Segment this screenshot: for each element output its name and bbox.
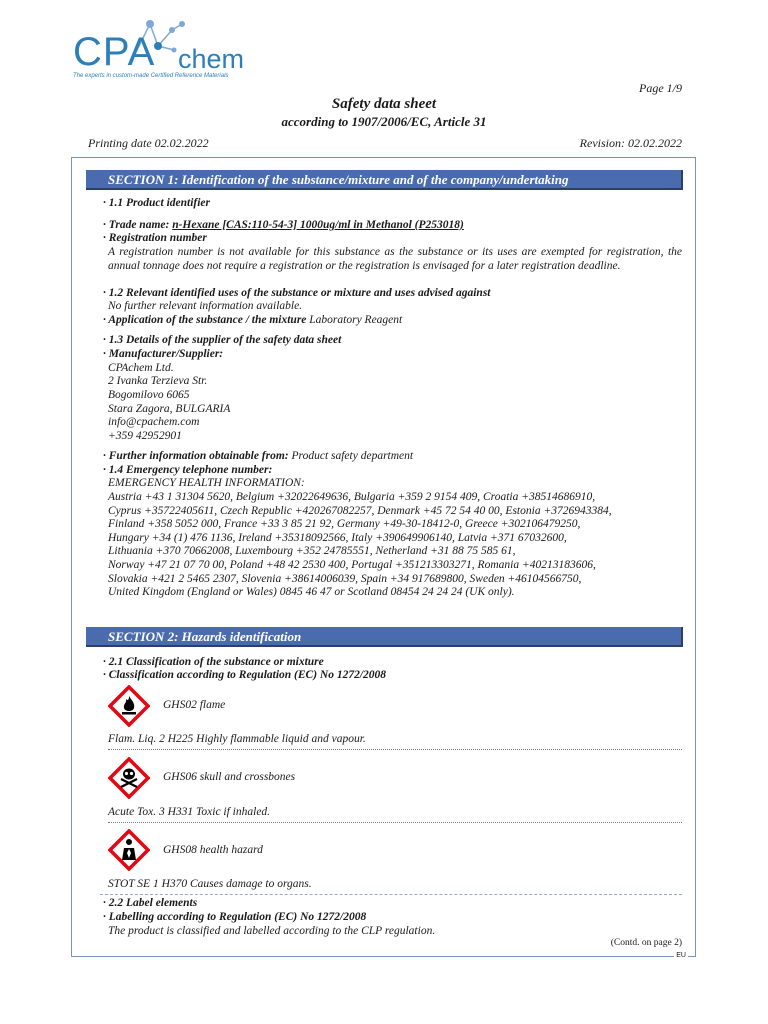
emergency-line: Lithuania +370 70662008, Luxembourg +352 24785551, Netherland +31 88 75 585 61, xyxy=(108,545,516,557)
address-line: CPAchem Ltd. xyxy=(108,362,174,374)
emergency-line: EMERGENCY HEALTH INFORMATION: xyxy=(108,477,305,489)
emergency-line: Slovakia +421 2 5465 2307, Slovenia +38614006039, Spain +34 917689800, Sweden +46104566750, xyxy=(108,573,582,585)
logo-text-cpa: CPA xyxy=(73,30,156,74)
registration-number-label: · Registration number xyxy=(103,232,207,244)
logo-tagline: The experts in custom-made Certified Reference Materials xyxy=(73,73,229,79)
revision-date: Revision: 02.02.2022 xyxy=(579,136,682,150)
manufacturer-label: · Manufacturer/Supplier: xyxy=(103,348,224,360)
trade-name-label: · Trade name: xyxy=(103,219,173,231)
hazard-statement-health: STOT SE 1 H370 Causes damage to organs. xyxy=(108,878,312,890)
section-1-header: SECTION 1: Identification of the substance/mixture and of the company/undertaking xyxy=(86,170,683,190)
application-value: Laboratory Reagent xyxy=(306,314,403,326)
address-line: Bogomilovo 6065 xyxy=(108,389,190,401)
further-info-row xyxy=(103,450,413,464)
email-link[interactable]: info@cpachem.com xyxy=(108,416,200,428)
printing-date: Printing date 02.02.2022 xyxy=(88,136,209,150)
labelling-text: The product is classified and labelled according to the CLP regulation. xyxy=(108,925,436,937)
hazard-label-flame: GHS02 flame xyxy=(163,699,226,711)
relevant-uses-text: No further relevant information available. xyxy=(108,300,303,312)
logo-text-chem: chem xyxy=(178,44,245,74)
emergency-line: Cyprus +35722405611, Czech Republic +420267082257, Denmark +45 72 54 40 00, Estonia +3726943384, xyxy=(108,505,612,517)
document-title: Safety data sheet xyxy=(331,96,437,112)
emergency-label: · 1.4 Emergency telephone number: xyxy=(103,464,273,476)
trade-name-row xyxy=(103,219,464,233)
hazard-statement-flame: Flam. Liq. 2 H225 Highly flammable liquid and vapour. xyxy=(108,733,366,745)
health-hazard-pictogram-icon xyxy=(108,829,150,871)
regulation-label: · Classification according to Regulation (EC) No 1272/2008 xyxy=(103,669,387,681)
address-line: 2 Ivanka Terzieva Str. xyxy=(108,375,208,387)
emergency-line: Finland +358 5052 000, France +33 3 85 21 92, Germany +49-30-18412-0, Greece +302106479250, xyxy=(108,518,581,530)
dotted-divider xyxy=(108,749,682,750)
labelling-regulation-label: · Labelling according to Regulation (EC) No 1272/2008 xyxy=(103,911,367,923)
page-number: Page 1/9 xyxy=(639,81,682,95)
section-2-header: SECTION 2: Hazards identification xyxy=(86,627,683,647)
relevant-uses-label: · 1.2 Relevant identified uses of the substance or mixture and uses advised against xyxy=(103,287,491,299)
application-row xyxy=(103,314,402,328)
supplier-details-label: · 1.3 Details of the supplier of the safety data sheet xyxy=(103,334,342,346)
phone-number: +359 42952901 xyxy=(108,430,182,442)
document-subtitle: according to 1907/2006/EC, Article 31 xyxy=(281,114,487,129)
emergency-line: Norway +47 21 07 70 00, Poland +48 42 2530 400, Portugal +351213303271, Romania +40213183606, xyxy=(108,559,596,571)
application-label: · Application of the substance / the mixture xyxy=(103,314,307,326)
hazard-label-health: GHS08 health hazard xyxy=(163,844,263,856)
product-identifier-label: · 1.1 Product identifier xyxy=(103,197,211,209)
eu-marker: EU xyxy=(676,952,686,959)
hazard-label-skull: GHS06 skull and crossbones xyxy=(163,771,296,783)
skull-crossbones-pictogram-icon xyxy=(108,757,150,799)
further-info-value: Product safety department xyxy=(288,450,414,462)
registration-text: A registration number is not available for this substance as the substance or its uses are exempted for registration, the annual tonnage does not require a registration or the registration is envisaged for a later registration deadline. xyxy=(108,246,682,272)
dashed-divider xyxy=(100,894,682,895)
label-elements-label: · 2.2 Label elements xyxy=(103,897,198,909)
continued-note: (Contd. on page 2) xyxy=(610,938,682,948)
trade-name-value: n-Hexane [CAS:110-54-3] 1000ug/ml in Methanol (P253018) xyxy=(172,219,464,231)
emergency-line: United Kingdom (England or Wales) 0845 46 47 or Scotland 08454 24 24 24 (UK only). xyxy=(108,586,515,598)
classification-label: · 2.1 Classification of the substance or mixture xyxy=(103,656,324,668)
flame-pictogram-icon xyxy=(108,685,150,727)
hazard-statement-skull: Acute Tox. 3 H331 Toxic if inhaled. xyxy=(108,806,271,818)
further-info-label: · Further information obtainable from: xyxy=(103,450,289,462)
emergency-line: Hungary +34 (1) 476 1136, Ireland +35318092566, Italy +390649906140, Latvia +371 67032600, xyxy=(108,532,567,544)
address-line: Stara Zagora, BULGARIA xyxy=(108,403,231,415)
dotted-divider xyxy=(108,822,682,823)
emergency-line: Austria +43 1 31304 5620, Belgium +32022649636, Bulgaria +359 2 9154 409, Croatia +38514686910, xyxy=(108,491,596,503)
